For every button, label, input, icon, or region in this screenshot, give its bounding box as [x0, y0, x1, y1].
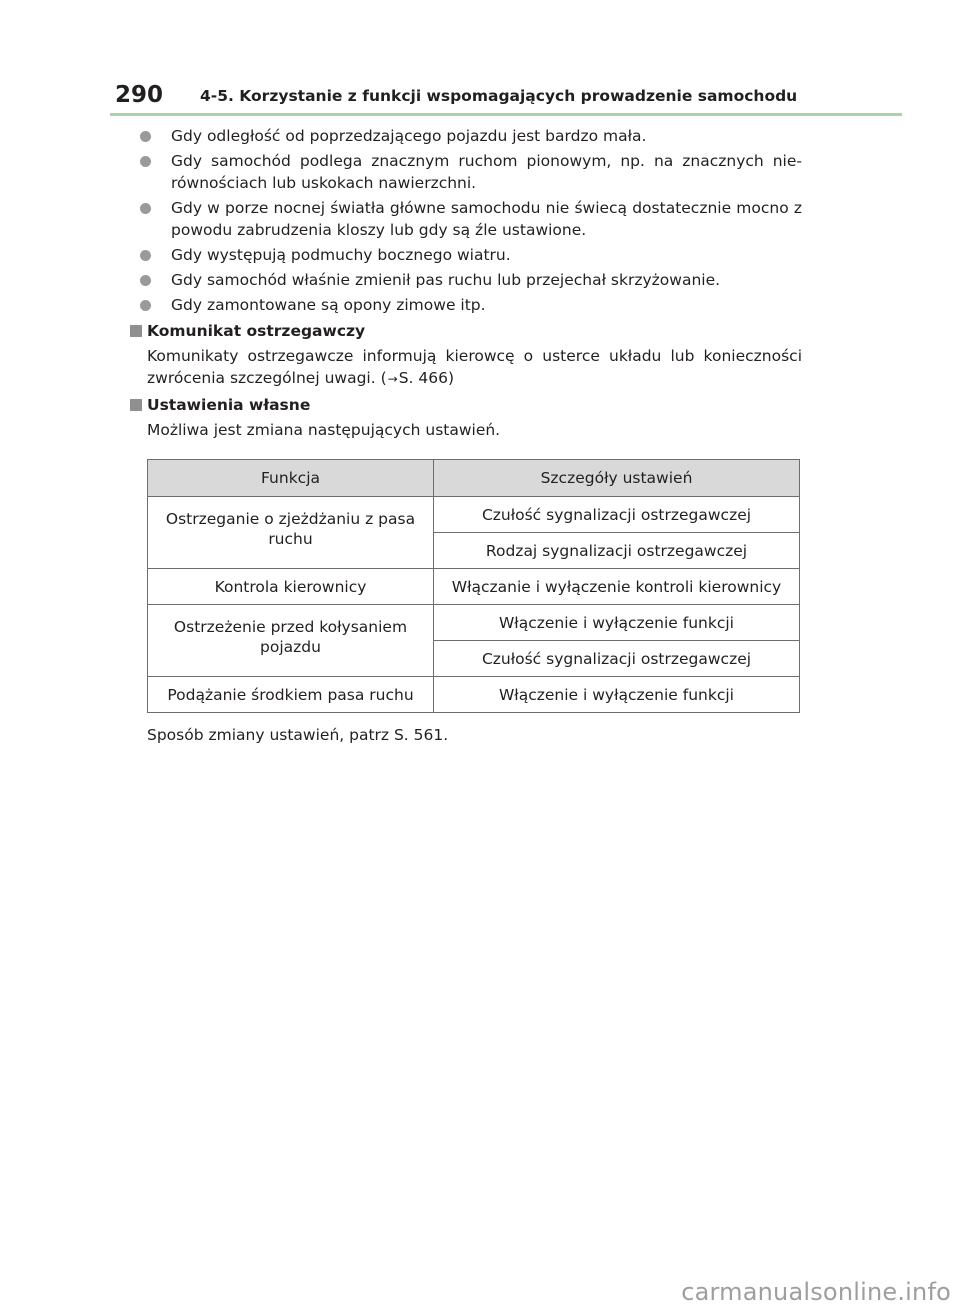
list-item	[130, 269, 802, 291]
warning-message-section	[130, 319, 802, 390]
square-bullet-icon	[130, 325, 142, 337]
warning-message-heading-text: Komunikat ostrzegawczy	[147, 322, 366, 340]
custom-settings-intro: Możliwa jest zmiana następujących ustawień.	[147, 421, 501, 439]
arrow-right-icon: →	[387, 372, 398, 386]
table-row	[148, 677, 800, 713]
function-cell: Ostrzeganie o zjeżdżaniu z pasa ruchu	[148, 497, 434, 569]
settings-reference-note: Sposób zmiany ustawień, patrz S. 561.	[147, 726, 449, 744]
custom-settings-heading	[130, 393, 802, 417]
list-item	[130, 150, 802, 194]
function-cell: Podążanie środkiem pasa ruchu	[148, 677, 434, 713]
list-item-text: Gdy samochód podlega znacznym ruchom pionowym, np. na znacznych nie-równościach lub uskokach nawierzchni.	[171, 152, 802, 192]
header-divider	[110, 113, 902, 116]
column-header-function: Funkcja	[148, 460, 434, 497]
warning-message-heading	[130, 319, 802, 343]
bullet-icon	[140, 203, 151, 214]
settings-table	[147, 459, 800, 713]
list-item-text: Gdy odległość od poprzedzającego pojazdu jest bardzo mała.	[171, 127, 647, 145]
function-cell: Ostrzeżenie przed kołysaniem pojazdu	[148, 605, 434, 677]
bullet-icon	[140, 131, 151, 142]
condition-list	[130, 125, 802, 316]
custom-settings-heading-text: Ustawienia własne	[147, 396, 311, 414]
bullet-icon	[140, 156, 151, 167]
details-cell: Rodzaj sygnalizacji ostrzegawczej	[434, 533, 800, 569]
details-cell: Czułość sygnalizacji ostrzegawczej	[434, 497, 800, 533]
list-item	[130, 197, 802, 241]
footer-watermark: carmanualsonline.info	[681, 1278, 951, 1306]
bullet-icon	[140, 300, 151, 311]
page-content	[130, 125, 802, 746]
table-row	[148, 497, 800, 533]
list-item-text: Gdy w porze nocnej światła główne samochodu nie świecą dostatecznie mocno z powodu zabrudzenia kloszy lub gdy są źle ustawione.	[171, 199, 802, 239]
details-cell: Włączanie i wyłączenie kontroli kierownicy	[434, 569, 800, 605]
list-item-text: Gdy zamontowane są opony zimowe itp.	[171, 296, 486, 314]
bullet-icon	[140, 275, 151, 286]
page-reference: S. 466)	[398, 369, 455, 387]
custom-settings-section	[130, 393, 802, 746]
function-cell: Kontrola kierownicy	[148, 569, 434, 605]
table-row	[148, 605, 800, 641]
list-item-text: Gdy występują podmuchy bocznego wiatru.	[171, 246, 511, 264]
table-header-row	[148, 460, 800, 497]
list-item	[130, 294, 802, 316]
column-header-details: Szczegóły ustawień	[434, 460, 800, 497]
warning-message-text	[130, 345, 802, 390]
list-item	[130, 244, 802, 266]
warning-text-start: Komunikaty ostrzegawcze informują kierowcę o usterce układu lub konieczności zwrócenia szczególnej uwagi. (	[147, 347, 802, 387]
list-item-text: Gdy samochód właśnie zmienił pas ruchu lub przejechał skrzyżowanie.	[171, 271, 721, 289]
page-number: 290	[115, 82, 164, 108]
list-item	[130, 125, 802, 147]
page-header	[110, 80, 910, 110]
bullet-icon	[140, 250, 151, 261]
details-cell: Czułość sygnalizacji ostrzegawczej	[434, 641, 800, 677]
square-bullet-icon	[130, 399, 142, 411]
chapter-title: 4-5. Korzystanie z funkcji wspomagających prowadzenie samochodu	[200, 87, 798, 105]
details-cell: Włączenie i wyłączenie funkcji	[434, 677, 800, 713]
details-cell: Włączenie i wyłączenie funkcji	[434, 605, 800, 641]
table-row	[148, 569, 800, 605]
